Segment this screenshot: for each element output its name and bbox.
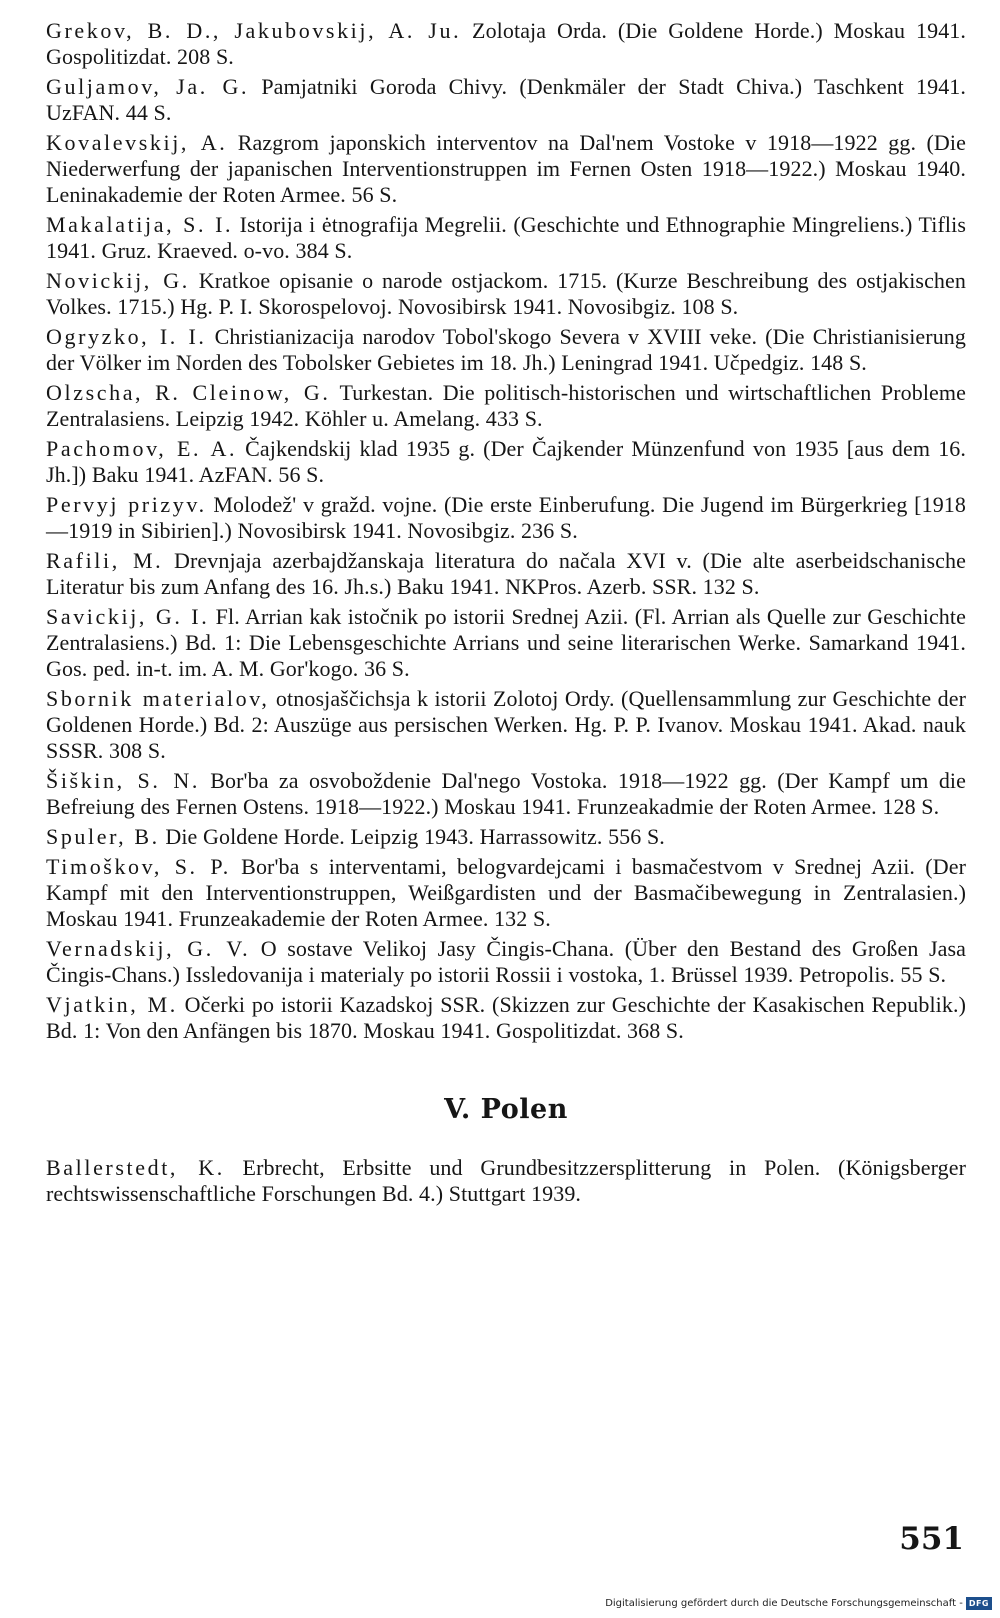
bibliography-entry bbox=[46, 686, 966, 764]
entry-author: Olzscha, R. Cleinow, G. bbox=[46, 380, 331, 405]
bibliography-entry bbox=[46, 492, 966, 544]
entry-author: Novickij, G. bbox=[46, 268, 190, 293]
entry-details: Molodež' v gražd. vojne. (Die erste Einberufung. Die Jugend im Bürgerkrieg [1918—1919 in Sibirien].) Novosibirsk 1941. Novosibgiz. 236 S. bbox=[46, 492, 966, 543]
entry-details: Istorija i ėtnografija Megrelii. (Geschichte und Ethnographie Mingreliens.) Tiflis 1941. Gruz. Kraeved. o-vo. 384 S. bbox=[46, 212, 966, 263]
entry-author: Timoškov, S. P. bbox=[46, 854, 231, 879]
bibliography-page bbox=[46, 18, 966, 1211]
entry-author: Grekov, B. D., Jakubovskij, A. Ju. bbox=[46, 18, 462, 43]
bibliography-entry bbox=[46, 380, 966, 432]
entry-author: Vernadskij, G. V. bbox=[46, 936, 251, 961]
section-bibliography-list bbox=[46, 1155, 966, 1207]
entry-details: Fl. Arrian kak istočnik po istorii Srednej Azii. (Fl. Arrian als Quelle zur Geschichte Zentralasiens.) Bd. 1: Die Lebensgeschichte Arrians und seine literarischen Werke. Samarkand 1941. Gos. ped. in-t. im. A. M. Gor'kogo. 36 S. bbox=[46, 604, 966, 681]
bibliography-list bbox=[46, 18, 966, 1044]
entry-author: Makalatija, S. I. bbox=[46, 212, 234, 237]
bibliography-entry bbox=[46, 936, 966, 988]
entry-details: Christianizacija narodov Tobol'skogo Severa v XVIII veke. (Die Christianisierung der Völker im Norden des Tobolsker Gebietes im 18. Jh.) Leningrad 1941. Učpedgiz. 148 S. bbox=[46, 324, 966, 375]
entry-author: Vjatkin, M. bbox=[46, 992, 178, 1017]
entry-author: Pervyj prizyv. bbox=[46, 492, 207, 517]
entry-details: Turkestan. Die politisch-historischen und wirtschaftlichen Probleme Zentralasiens. Leipzig 1942. Köhler u. Amelang. 433 S. bbox=[46, 380, 966, 431]
section-heading: V. Polen bbox=[444, 1094, 568, 1125]
bibliography-entry bbox=[46, 130, 966, 208]
bibliography-entry bbox=[46, 212, 966, 264]
bibliography-entry bbox=[46, 1155, 966, 1207]
entry-details: Razgrom japonskich interventov na Dal'nem Vostoke v 1918—1922 gg. (Die Niederwerfung der japanischen Interventionstruppen im Fernen Osten 1918—1922.) Moskau 1940. Leninakademie der Roten Armee. 56 S. bbox=[46, 130, 966, 207]
entry-author: Ballerstedt, K. bbox=[46, 1155, 225, 1180]
entry-details: Kratkoe opisanie o narode ostjackom. 1715. (Kurze Beschreibung des ostjakischen Volkes. 1715.) Hg. P. I. Skorospelovoj. Novosibirsk 1941. Novosibgiz. 108 S. bbox=[46, 268, 966, 319]
bibliography-entry bbox=[46, 74, 966, 126]
entry-details: Zolotaja Orda. (Die Goldene Horde.) Moskau 1941. Gospolitizdat. 208 S. bbox=[46, 18, 966, 69]
bibliography-entry bbox=[46, 768, 966, 820]
entry-details: Očerki po istorii Kazadskoj SSR. (Skizzen zur Geschichte der Kasakischen Republik.) Bd. 1: Von den Anfängen bis 1870. Moskau 1941. Gospolitizdat. 368 S. bbox=[46, 992, 966, 1043]
entry-author: Kovalevskij, A. bbox=[46, 130, 228, 155]
bibliography-entry bbox=[46, 268, 966, 320]
entry-details: Pamjatniki Goroda Chivy. (Denkmäler der Stadt Chiva.) Taschkent 1941. UzFAN. 44 S. bbox=[46, 74, 967, 125]
entry-details: Erbrecht, Erbsitte und Grundbesitzzersplitterung in Polen. (Königsberger rechtswissenschaftliche Forschungen Bd. 4.) Stuttgart 1939. bbox=[46, 1155, 966, 1206]
entry-author: Savickij, G. I. bbox=[46, 604, 210, 629]
entry-author: Šiškin, S. N. bbox=[46, 768, 200, 793]
bibliography-entry bbox=[46, 854, 966, 932]
bibliography-entry bbox=[46, 548, 966, 600]
entry-details: Drevnjaja azerbajdžanskaja literatura do načala XVI v. (Die alte aserbeidschanische Literatur bis zum Anfang des 16. Jh.s.) Baku 1941. NKPros. Azerb. SSR. 132 S. bbox=[46, 548, 966, 599]
bibliography-entry bbox=[46, 992, 966, 1044]
digitization-credit bbox=[605, 1597, 992, 1610]
bibliography-entry bbox=[46, 18, 966, 70]
entry-details: Bor'ba s interventami, belogvardejcami i basmačestvom v Srednej Azii. (Der Kampf mit den Interventionstruppen, Weißgardisten und der Basmačibewegung in Zentralasien.) Moskau 1941. Frunzeakademie der Roten Armee. 132 S. bbox=[46, 854, 966, 931]
entry-author: Guljamov, Ja. G. bbox=[46, 74, 250, 99]
entry-details: Čajkendskij klad 1935 g. (Der Čajkender Münzenfund von 1935 [aus dem 16. Jh.]) Baku 1941. AzFAN. 56 S. bbox=[46, 436, 966, 487]
bibliography-entry bbox=[46, 604, 966, 682]
entry-details: Die Goldene Horde. Leipzig 1943. Harrassowitz. 556 S. bbox=[159, 824, 665, 849]
entry-author: Rafili, M. bbox=[46, 548, 164, 573]
entry-details: O sostave Velikoj Jasy Čingis-Chana. (Über den Bestand des Großen Jasa Čingis-Chans.) Issledovanija i materialy po istorii Rossii i vostoka, 1. Brüssel 1939. Petropolis. 55 S. bbox=[46, 936, 967, 987]
page-number: 551 bbox=[899, 1521, 964, 1557]
bibliography-entry bbox=[46, 324, 966, 376]
entry-author: Sbornik materialov, bbox=[46, 686, 270, 711]
entry-details: otnosjaščichsja k istorii Zolotoj Ordy. (Quellensammlung zur Geschichte der Goldenen Horde.) Bd. 2: Auszüge aus persischen Werken. Hg. P. P. Ivanov. Moskau 1941. Akad. nauk SSSR. 308 S. bbox=[46, 686, 967, 763]
entry-author: Spuler, B. bbox=[46, 824, 160, 849]
bibliography-entry bbox=[46, 436, 966, 488]
bibliography-entry bbox=[46, 824, 966, 850]
dfg-logo: DFG bbox=[966, 1597, 992, 1610]
entry-author: Ogryzko, I. I. bbox=[46, 324, 207, 349]
entry-author: Pachomov, E. A. bbox=[46, 436, 238, 461]
entry-details: Bor'ba za osvoboždenie Dal'nego Vostoka. 1918—1922 gg. (Der Kampf um die Befreiung des Fernen Ostens. 1918—1922.) Moskau 1941. Frunzeakadmie der Roten Armee. 128 S. bbox=[46, 768, 966, 819]
footer-text: Digitalisierung gefördert durch die Deutsche Forschungsgemeinschaft - bbox=[605, 1598, 963, 1609]
